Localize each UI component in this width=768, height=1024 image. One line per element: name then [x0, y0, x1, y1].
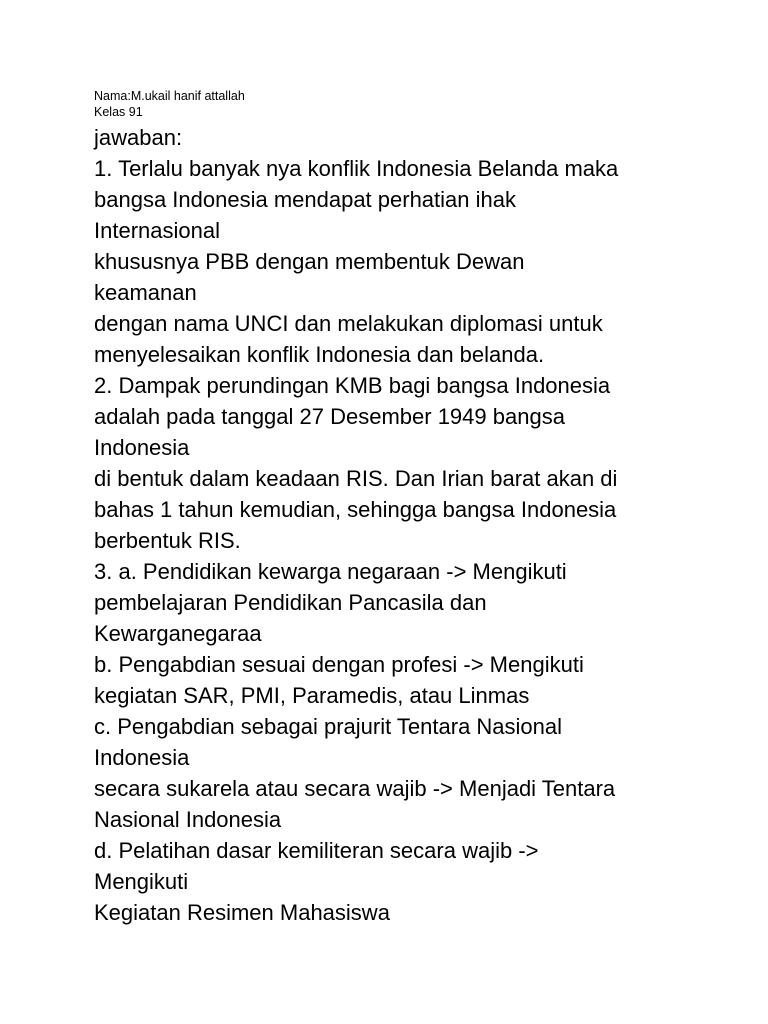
text-line: Indonesia	[94, 435, 190, 460]
text-line: Internasional	[94, 218, 220, 243]
document-header	[94, 88, 245, 120]
text-line: bahas 1 tahun kemudian, sehingga bangsa Indonesia	[94, 497, 617, 522]
answer-text	[94, 122, 744, 928]
text-line: jawaban:	[94, 125, 183, 150]
text-line: berbentuk RIS.	[94, 528, 241, 553]
student-name: Nama:M.ukail hanif attallah	[94, 89, 245, 103]
text-line: d. Pelatihan dasar kemiliteran secara wajib ->	[94, 838, 539, 863]
text-line: dengan nama UNCI dan melakukan diplomasi untuk	[94, 311, 603, 336]
text-line: 2. Dampak perundingan KMB bagi bangsa Indonesia	[94, 373, 611, 398]
text-line: bangsa Indonesia mendapat perhatian ihak	[94, 187, 516, 212]
text-line: secara sukarela atau secara wajib -> Menjadi Tentara	[94, 776, 616, 801]
text-line: khususnya PBB dengan membentuk Dewan	[94, 249, 525, 274]
text-line: pembelajaran Pendidikan Pancasila dan	[94, 590, 487, 615]
text-line: b. Pengabdian sesuai dengan profesi -> Mengikuti	[94, 652, 584, 677]
text-line: Kegiatan Resimen Mahasiswa	[94, 900, 390, 925]
student-class: Kelas 91	[94, 105, 143, 119]
text-line: Nasional Indonesia	[94, 807, 282, 832]
text-line: Mengikuti	[94, 869, 189, 894]
text-line: di bentuk dalam keadaan RIS. Dan Irian barat akan di	[94, 466, 618, 491]
text-line: 3. a. Pendidikan kewarga negaraan -> Mengikuti	[94, 559, 567, 584]
text-line: kegiatan SAR, PMI, Paramedis, atau Linmas	[94, 683, 530, 708]
text-line: Indonesia	[94, 745, 190, 770]
text-line: keamanan	[94, 280, 197, 305]
text-line: Kewarganegaraa	[94, 621, 262, 646]
text-line: adalah pada tanggal 27 Desember 1949 bangsa	[94, 404, 565, 429]
text-line: c. Pengabdian sebagai prajurit Tentara Nasional	[94, 714, 563, 739]
text-line: 1. Terlalu banyak nya konflik Indonesia Belanda maka	[94, 156, 619, 181]
text-line: menyelesaikan konflik Indonesia dan belanda.	[94, 342, 545, 367]
